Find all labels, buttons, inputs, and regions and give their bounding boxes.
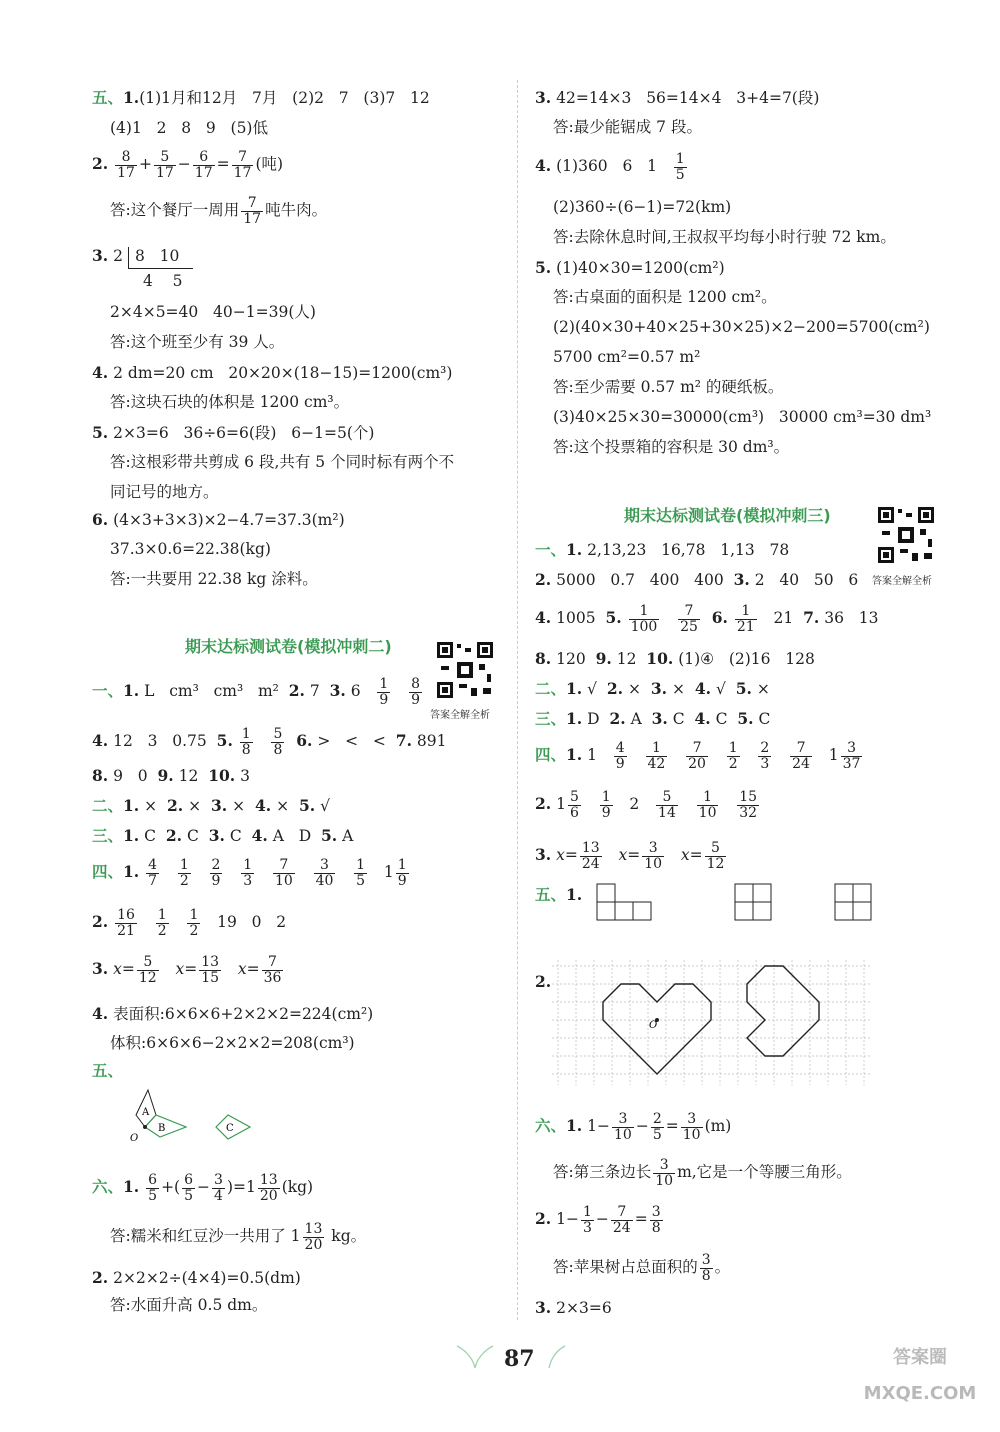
r-q5-line3: (2)(40×30+40×25+30×25)×2−200=5700(cm²) (553, 318, 930, 336)
r-t3-row3: 4. 1005 5. $\frac{1}{100}$ $\frac{7}{25}$ 6. $\frac{1}{21}$ 21 7. 36 13 (535, 603, 879, 635)
l-t2-row5: 三、1. C 2. C 3. C 4. A D 5. A (92, 826, 354, 845)
r-t3-s6-q1: 六、1. 1− $\frac{3}{10}$ − $\frac{2}{5}$ = $\frac{3}{10}$ (m) (535, 1111, 732, 1143)
r-q5-line6: (3)40×25×30=30000(cm³) 30000 cm³=30 dm³ (553, 408, 932, 426)
l-t2-row6: 四、1. $\frac{4}{7}$ $\frac{1}{2}$ $\frac{2}{9}$ $\frac{1}{3}$ $\frac{7}{10}$ $\frac{3}{40}$ $\frac{1}{5}$ 1 $\frac{1}{9}$ (92, 857, 407, 889)
l-q5-line2: 答:这根彩带共剪成 6 段,共有 5 个同时标有两个不 (110, 453, 455, 471)
r-t3-row9: 3. x= $\frac{13}{24}$ x= $\frac{3}{10}$ x= $\frac{5}{12}$ (535, 840, 725, 872)
r-t3-s6-q2ans: 答:苹果树占总面积的 $\frac{3}{8}$ 。 (553, 1252, 731, 1284)
r-q4-line1: 4. (1)360 6 1 $\frac{1}{5}$ (535, 151, 685, 183)
svg-text:O: O (649, 1020, 658, 1031)
l-q3-line1: 2×4×5=40 40−1=39(人) (110, 303, 316, 321)
r-t3-s6-q2: 2. 1− $\frac{1}{3}$ − $\frac{7}{24}$ = $\frac{3}{8}$ (535, 1204, 661, 1236)
r-t3-row11: 2. (535, 972, 552, 991)
r-q3-line1: 3. 42=14×3 56=14×4 3+4=7(段) (535, 88, 820, 107)
l-t2-s5: 五、 (92, 1062, 124, 1080)
r-q3-line2: 答:最少能锯成 7 段。 (553, 118, 702, 136)
r-q5-line4: 5700 cm²=0.57 m² (553, 348, 701, 366)
l-q6-line1: 6. (4×3+3×3)×2−4.7=37.3(m²) (92, 510, 345, 529)
l-t2-s6-ans: 答:糯米和红豆沙一共用了 1 $\frac{13}{20}$ kg。 (110, 1221, 367, 1253)
test3-title: 期末达标测试卷(模拟冲刺三) (624, 506, 831, 525)
r-t3-row5: 二、1. √ 2. × 3. × 4. √ 5. × (535, 679, 770, 698)
r-q4-line2: (2)360÷(6−1)=72(km) (553, 198, 732, 216)
r-t3-row10: 五、1. (535, 885, 583, 904)
heart-grid-diagram (552, 960, 872, 1085)
l-q4-line1: 4. 2 dm=20 cm 20×20×(18−15)=1200(cm³) (92, 363, 453, 382)
l-t2-row7: 2. $\frac{16}{21}$ $\frac{1}{2}$ $\frac{1}{2}$ 19 0 2 (92, 907, 287, 939)
l-s5-line1: 五、1.(1)1月和12月 7月 (2)2 7 (3)7 12 (92, 88, 430, 107)
r-q5-line5: 答:至少需要 0.57 m² 的硬纸板。 (553, 378, 784, 396)
qr-code-icon[interactable] (435, 640, 495, 700)
watermark-logo: 答案圈 MXQE.COM (863, 1347, 977, 1404)
l-t2-row9: 4. 表面积:6×6×6+2×2×2=224(cm²) (92, 1004, 374, 1023)
r-t3-row4: 8. 120 9. 12 10. (1)④ (2)16 128 (535, 649, 815, 668)
l-q6-line2: 37.3×0.6=22.38(kg) (110, 540, 271, 558)
qr-code-icon[interactable] (876, 505, 936, 565)
l-q5-line1: 5. 2×3=6 36÷6=6(段) 6−1=5(个) (92, 423, 375, 442)
svg-text:O: O (130, 1133, 139, 1144)
r-t3-s6-q3: 3. 2×3=6 (535, 1298, 612, 1317)
r-t3-row1: 一、1. 2,13,23 16,78 1,13 78 (535, 540, 790, 559)
l-t2-s6-q2ans: 答:水面升高 0.5 dm。 (110, 1296, 268, 1314)
r-q4-line3: 答:去除休息时间,王叔叔平均每小时行驶 72 km。 (553, 228, 896, 246)
l-t2-row9b: 体积:6×6×6−2×2×2=208(cm³) (110, 1034, 355, 1052)
l-q2: 2. $\frac{8}{17}$ + $\frac{5}{17}$ − $\frac{6}{17}$ = $\frac{7}{17}$ (吨) (92, 149, 284, 181)
r-t3-row7: 四、1. 1 $\frac{4}{9}$ $\frac{1}{42}$ $\frac{7}{20}$ $\frac{1}{2}$ $\frac{2}{3}$ $\frac{7}{24}$ 1 $\frac{3}{37}$ (535, 740, 861, 772)
rotation-figure-diagram (128, 1085, 298, 1155)
l-q4-line2: 答:这块石块的体积是 1200 cm³。 (110, 393, 350, 411)
l-q3-division: 3. 2 8 10 (92, 248, 193, 265)
r-t3-row2: 2. 5000 0.7 400 400 3. 2 40 50 6 (535, 570, 859, 589)
page-number: 87 (504, 1346, 535, 1372)
l-q5-line3: 同记号的地方。 (110, 483, 219, 501)
l-q3-quot: 4 5 (143, 272, 183, 290)
test2-title: 期末达标测试卷(模拟冲刺二) (185, 637, 392, 656)
l-q2-answer: 答:这个餐厅一周用 $\frac{7}{17}$ 吨牛肉。 (110, 195, 328, 227)
svg-text:A: A (142, 1107, 150, 1118)
svg-text:B: B (158, 1123, 166, 1134)
r-t3-row8: 2. 1 $\frac{5}{6}$ $\frac{1}{9}$ 2 $\frac{5}{14}$ $\frac{1}{10}$ $\frac{15}{32}$ (535, 789, 758, 821)
l-t2-row8: 3. x= $\frac{5}{12}$ x= $\frac{13}{15}$ x= $\frac{7}{36}$ (92, 954, 282, 986)
qr-label: 答案全解全析 (872, 576, 932, 587)
leaf-ornament-icon (543, 1340, 573, 1370)
three-views-diagram (595, 880, 895, 940)
r-t3-row6: 三、1. D 2. A 3. C 4. C 5. C (535, 709, 771, 728)
l-q6-line3: 答:一共要用 22.38 kg 涂料。 (110, 570, 318, 588)
column-divider (517, 80, 518, 1320)
r-q5-line2: 答:古桌面的面积是 1200 cm²。 (553, 288, 777, 306)
l-q3-line2: 答:这个班至少有 39 人。 (110, 333, 285, 351)
l-t2-s6-q2: 2. 2×2×2÷(4×4)=0.5(dm) (92, 1268, 301, 1287)
leaf-ornament-icon (455, 1340, 495, 1370)
qr-label: 答案全解全析 (430, 710, 490, 721)
r-q5-line1: 5. (1)40×30=1200(cm²) (535, 258, 725, 277)
r-q5-line7: 答:这个投票箱的容积是 30 dm³。 (553, 438, 790, 456)
l-t2-row2: 4. 12 3 0.75 5. $\frac{1}{8}$ $\frac{5}{8}$ 6. > < < 7. 891 (92, 726, 447, 758)
l-t2-row3: 8. 9 0 9. 12 10. 3 (92, 766, 250, 785)
l-t2-s6-q1: 六、1. $\frac{6}{5}$ +( $\frac{6}{5}$ − $\frac{3}{4}$ )=1 $\frac{13}{20}$ (kg) (92, 1172, 314, 1204)
l-t2-row4: 二、1. × 2. × 3. × 4. × 5. √ (92, 796, 330, 815)
l-s5-line2: (4)1 2 8 9 (5)低 (110, 119, 268, 137)
l-t2-row1: 一、1. L cm³ cm³ m² 2. 7 3. 6 $\frac{1}{9}$ $\frac{8}{9}$ (92, 676, 420, 708)
svg-text:C: C (226, 1123, 234, 1134)
r-t3-s6-ans: 答:第三条边长 $\frac{3}{10}$ m,它是一个等腰三角形。 (553, 1157, 852, 1189)
